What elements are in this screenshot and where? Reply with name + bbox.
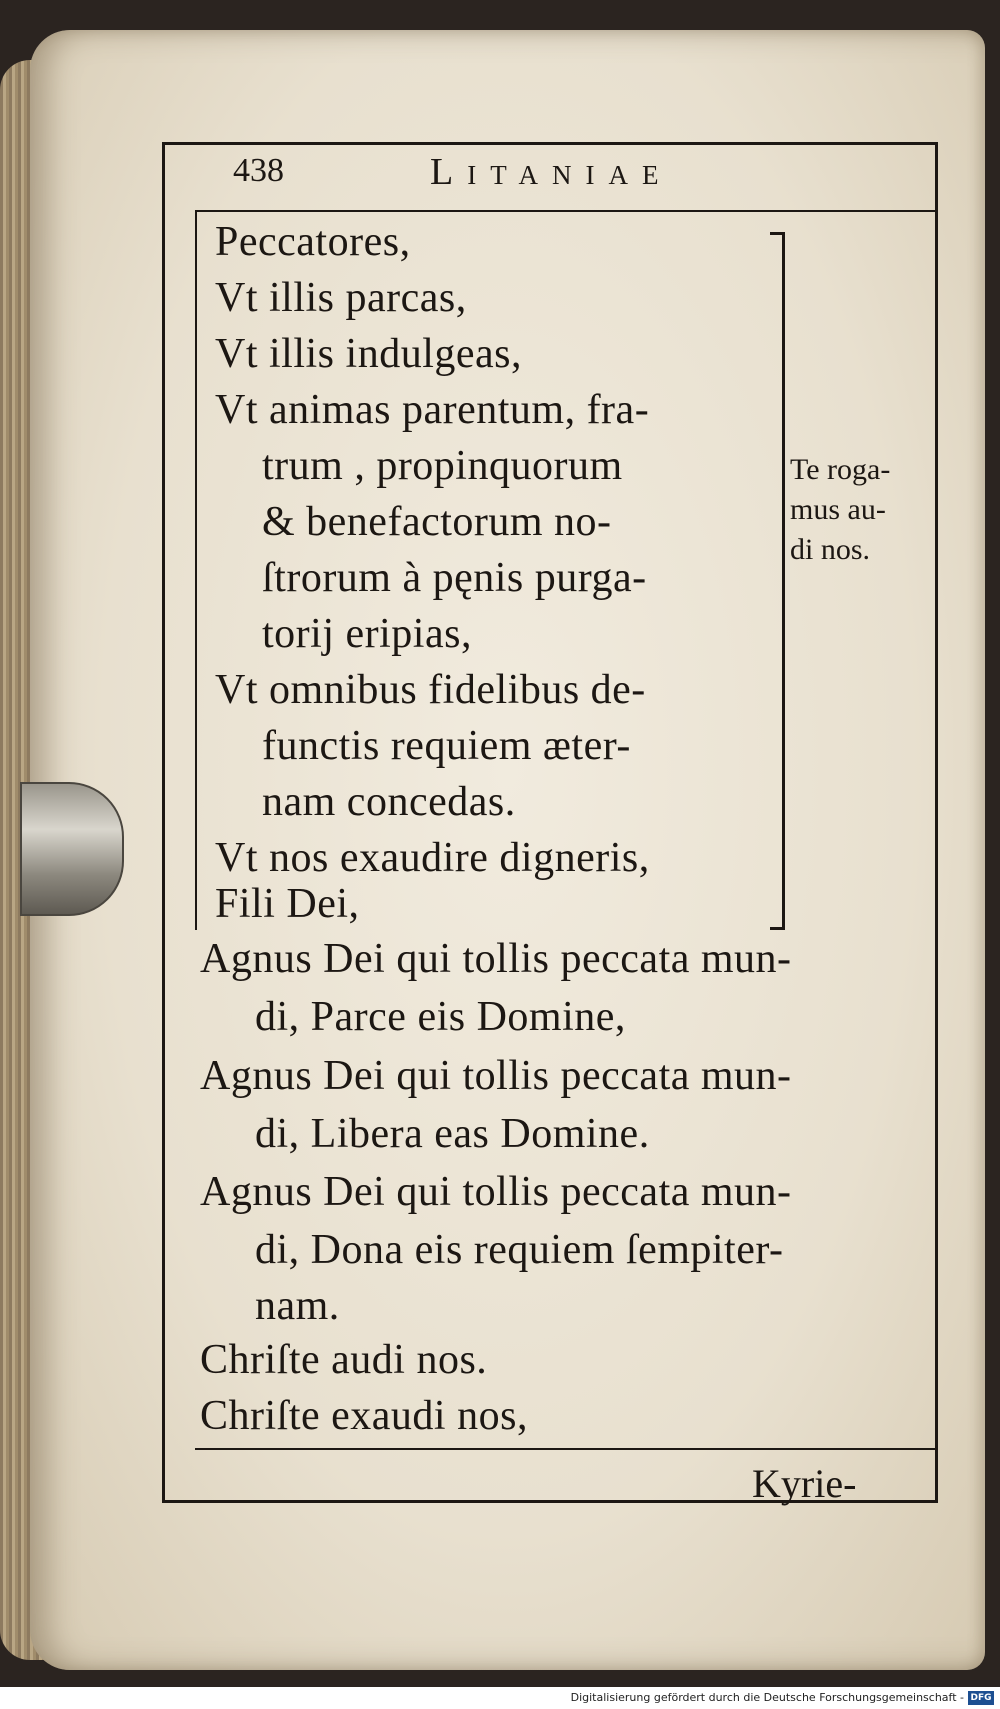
- text-line: di, Libera eas Domine.: [255, 1111, 650, 1157]
- frame-left-rule: [162, 142, 165, 1502]
- text-line: di, Dona eis requiem ſempiter-: [255, 1227, 784, 1273]
- catchword: Kyrie-: [752, 1461, 857, 1506]
- response-line: mus au-: [790, 493, 886, 526]
- response-text: [790, 450, 890, 570]
- frame-right-rule: [935, 142, 938, 1502]
- dfg-logo-icon: DFG: [968, 1691, 994, 1705]
- metal-clasp: [20, 782, 124, 916]
- inner-left-rule: [195, 210, 197, 930]
- text-line: Agnus Dei qui tollis peccata mun-: [200, 1169, 792, 1215]
- text-line: nam.: [255, 1283, 340, 1329]
- text-bottom-rule: [195, 1448, 935, 1450]
- running-title: Litaniae: [430, 151, 673, 193]
- text-line: Vt animas parentum, fra-: [215, 387, 650, 433]
- text-line: Fili Dei,: [215, 881, 360, 927]
- response-line: di nos.: [790, 533, 871, 566]
- text-line: Vt nos exaudire digneris,: [215, 835, 650, 881]
- text-line: torij eripias,: [262, 611, 472, 657]
- text-line: Agnus Dei qui tollis peccata mun-: [200, 936, 792, 982]
- text-line: ſtrorum à pęnis purga-: [262, 555, 647, 601]
- text-line: Agnus Dei qui tollis peccata mun-: [200, 1053, 792, 1099]
- page-number: 438: [233, 152, 284, 189]
- text-line: Chriſte audi nos.: [200, 1337, 488, 1383]
- text-line: Vt omnibus fidelibus de-: [215, 667, 646, 713]
- header-rule: [195, 210, 935, 212]
- text-line: Vt illis parcas,: [215, 275, 467, 321]
- response-bracket: [770, 232, 785, 930]
- frame-top-rule: [165, 142, 935, 145]
- text-line: functis requiem æter-: [262, 723, 631, 769]
- digitization-credit: [0, 1687, 1000, 1709]
- text-line: nam concedas.: [262, 779, 516, 825]
- response-line: Te roga-: [790, 453, 891, 486]
- text-line: Peccatores,: [215, 219, 411, 265]
- text-line: Vt illis indulgeas,: [215, 331, 522, 377]
- text-line: trum , propinquorum: [262, 443, 623, 489]
- credit-text: Digitalisierung gefördert durch die Deutsche Forschungsgemeinschaft -: [570, 1691, 964, 1704]
- text-line: & benefactorum no-: [262, 499, 612, 545]
- text-line: Chriſte exaudi nos,: [200, 1393, 528, 1439]
- text-line: di, Parce eis Domine,: [255, 994, 626, 1040]
